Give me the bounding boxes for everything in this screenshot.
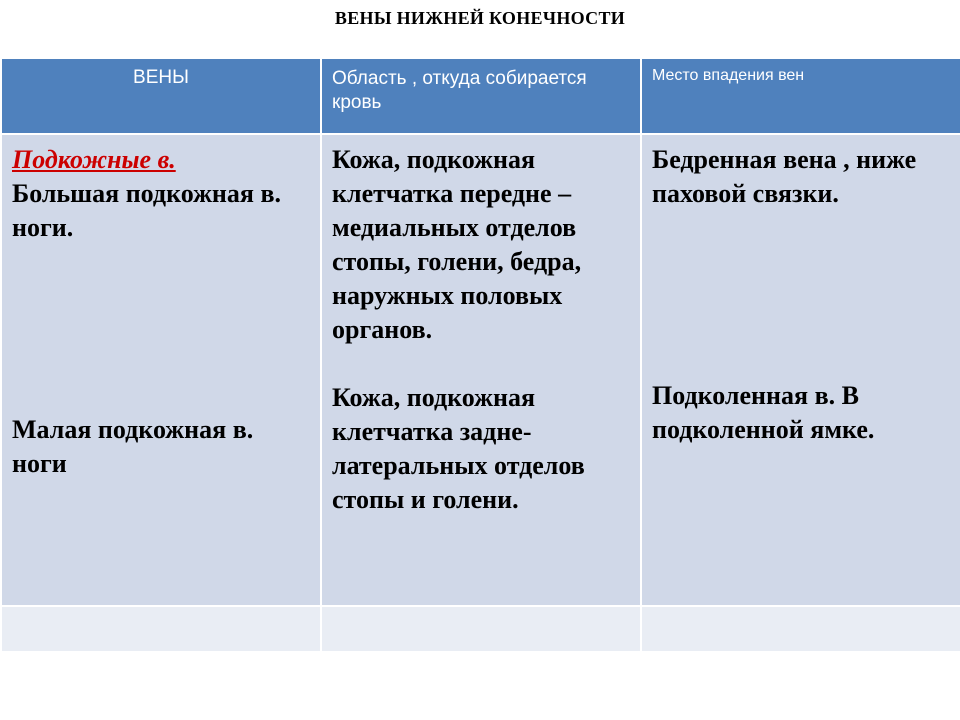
- great-saphenous-vein: Большая подкожная в. ноги.: [12, 179, 282, 242]
- header-veins: [1, 58, 321, 134]
- drainage-area-small: Кожа, подкожная клетчатка задне-латеральных отделов стопы и голени.: [332, 383, 585, 514]
- empty-cell: [641, 606, 960, 652]
- cell-entry-point: [641, 134, 960, 606]
- header-entry-point-label: Место впадения вен: [652, 67, 805, 84]
- drainage-area-great: Кожа, подкожная клетчатка передне – медиальных отделов стопы, голени, бедра, наружных половых органов.: [332, 145, 582, 344]
- small-saphenous-vein: Малая подкожная в. ноги: [12, 415, 254, 478]
- empty-cell: [1, 606, 321, 652]
- subcutaneous-veins-heading: Подкожные в.: [12, 145, 176, 174]
- entry-point-small: Подколенная в. В подколенной ямке.: [652, 381, 875, 444]
- table-row-empty: [1, 606, 960, 652]
- header-drainage-area: [321, 58, 641, 134]
- cell-veins: [1, 134, 321, 606]
- veins-table: [0, 57, 960, 653]
- header-drainage-area-label: Область , откуда собирается кровь: [332, 68, 587, 113]
- slide-title: ВЕНЫ НИЖНЕЙ КОНЕЧНОСТИ: [334, 8, 626, 28]
- table-row: [1, 134, 960, 606]
- header-veins-label: ВЕНЫ: [133, 67, 189, 88]
- header-entry-point: [641, 58, 960, 134]
- empty-cell: [321, 606, 641, 652]
- entry-point-great: Бедренная вена , ниже паховой связки.: [652, 145, 917, 208]
- table-header-row: [1, 58, 960, 134]
- cell-drainage-area: [321, 134, 641, 606]
